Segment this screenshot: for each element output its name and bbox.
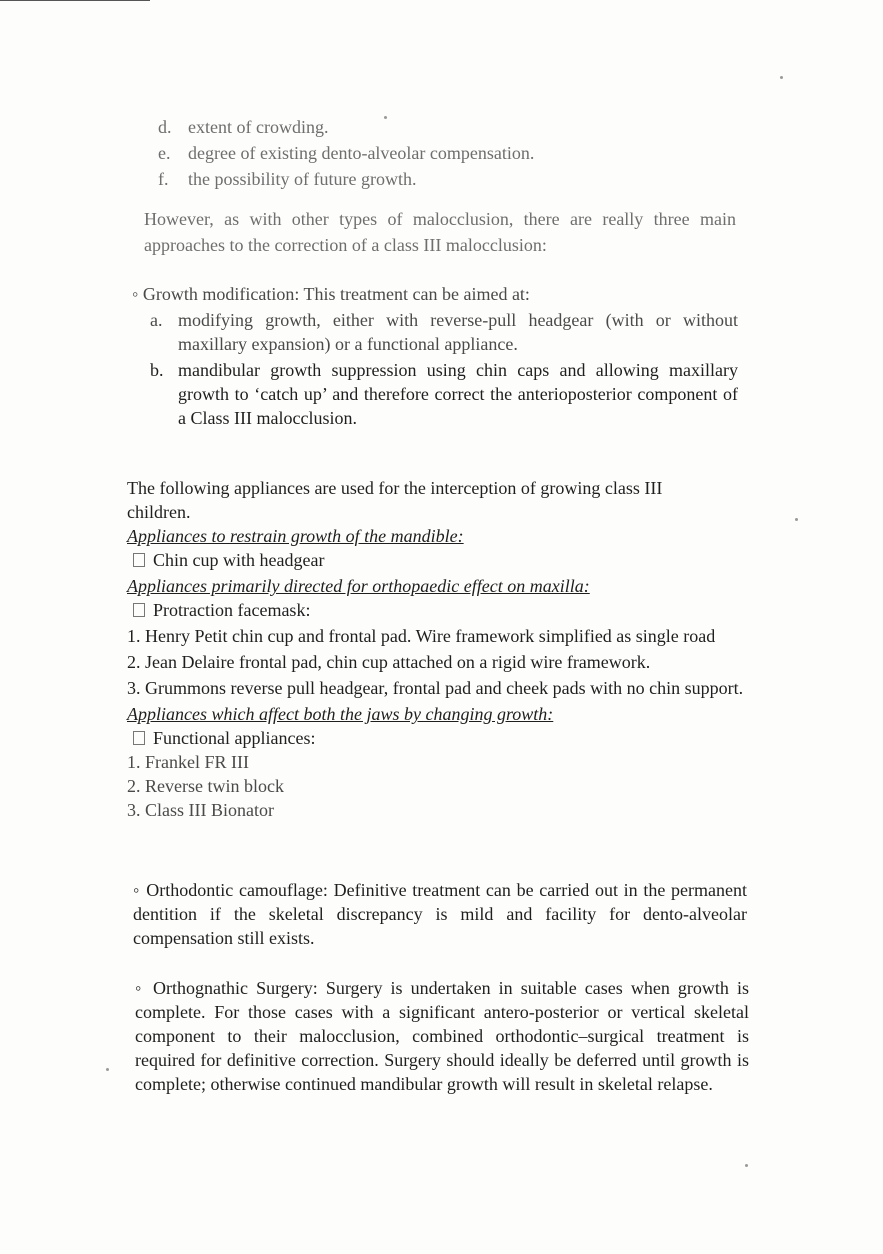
appliances-intro: The following appliances are used for the interception of growing class III children. [127,478,663,522]
item-label: f. [158,169,169,189]
item-text: degree of existing dento-alveolar compensation. [188,143,535,163]
intro-paragraph: However, as with other types of malocclusion, there are really three main approaches to the correction of a class III malocclusion: [144,209,736,255]
group-heading: Appliances to restrain growth of the mandible: [127,526,464,546]
item-label: e. [158,143,171,163]
appliances-groups [127,524,747,822]
item-label: a. [150,310,163,330]
list-item: 2. Reverse twin block [127,776,284,796]
group-heading: Appliances primarily directed for orthopaedic effect on maxilla: [127,576,590,596]
item-text: mandibular growth suppression using chin caps and allowing maxillary growth to ‘catch up’ and therefore correct the anterioposterior component of a Class III malocclusion. [178,360,738,428]
scan-speck [106,1068,109,1071]
list-item: 3. Grummons reverse pull headgear, frontal pad and cheek pads with no chin support. [127,678,744,698]
camouflage-paragraph: ◦ Orthodontic camouflage: Definitive treatment can be carried out in the permanent dentition if the skeletal discrepancy is mild and facility for dento-alveolar compensation still exists. [133,880,747,948]
group-heading: Appliances which affect both the jaws by changing growth: [127,704,554,724]
group-lead: Chin cup with headgear [133,548,747,572]
list-item: 1. Henry Petit chin cup and frontal pad. Wire framework simplified as single road [127,626,716,646]
checkbox-bullet-icon [133,731,145,745]
item-label: b. [150,360,164,380]
item-text: extent of crowding. [188,117,329,137]
item-text: the possibility of future growth. [188,169,417,189]
list-item [158,114,618,140]
list-item: 2. Jean Delaire frontal pad, chin cup attached on a rigid wire framework. [127,652,651,672]
criteria-list [158,114,618,192]
surgery-paragraph: ◦ Orthognathic Surgery: Surgery is undertaken in suitable cases when growth is complete. For those cases with a significant antero-posterior or vertical skeletal component to their malocclusion, combined orthodontic–surgical treatment is required for definitive correction. Surgery should ideally be deferred until growth is complete; otherwise continued mandibular growth will result in skeletal relapse. [135,978,749,1094]
scan-speck [795,518,798,521]
group-lead: Functional appliances: [133,726,747,750]
checkbox-bullet-icon [133,553,145,567]
growth-modification-section [132,282,738,430]
item-text: modifying growth, either with reverse-pull headgear (with or without maxillary expansion) or a functional appliance. [178,310,738,354]
list-item [150,308,738,356]
scan-speck [745,1164,748,1167]
list-item [158,140,618,166]
checkbox-bullet-icon [133,603,145,617]
list-item [150,358,738,430]
list-item [158,166,618,192]
group-lead: Protraction facemask: [133,598,747,622]
scan-speck [780,76,783,79]
list-item: 1. Frankel FR III [127,752,249,772]
list-item: 3. Class III Bionator [127,800,274,820]
growth-modification-lead: ◦ Growth modification: This treatment can be aimed at: [132,284,530,304]
scan-edge-line [0,0,150,1]
item-label: d. [158,117,172,137]
